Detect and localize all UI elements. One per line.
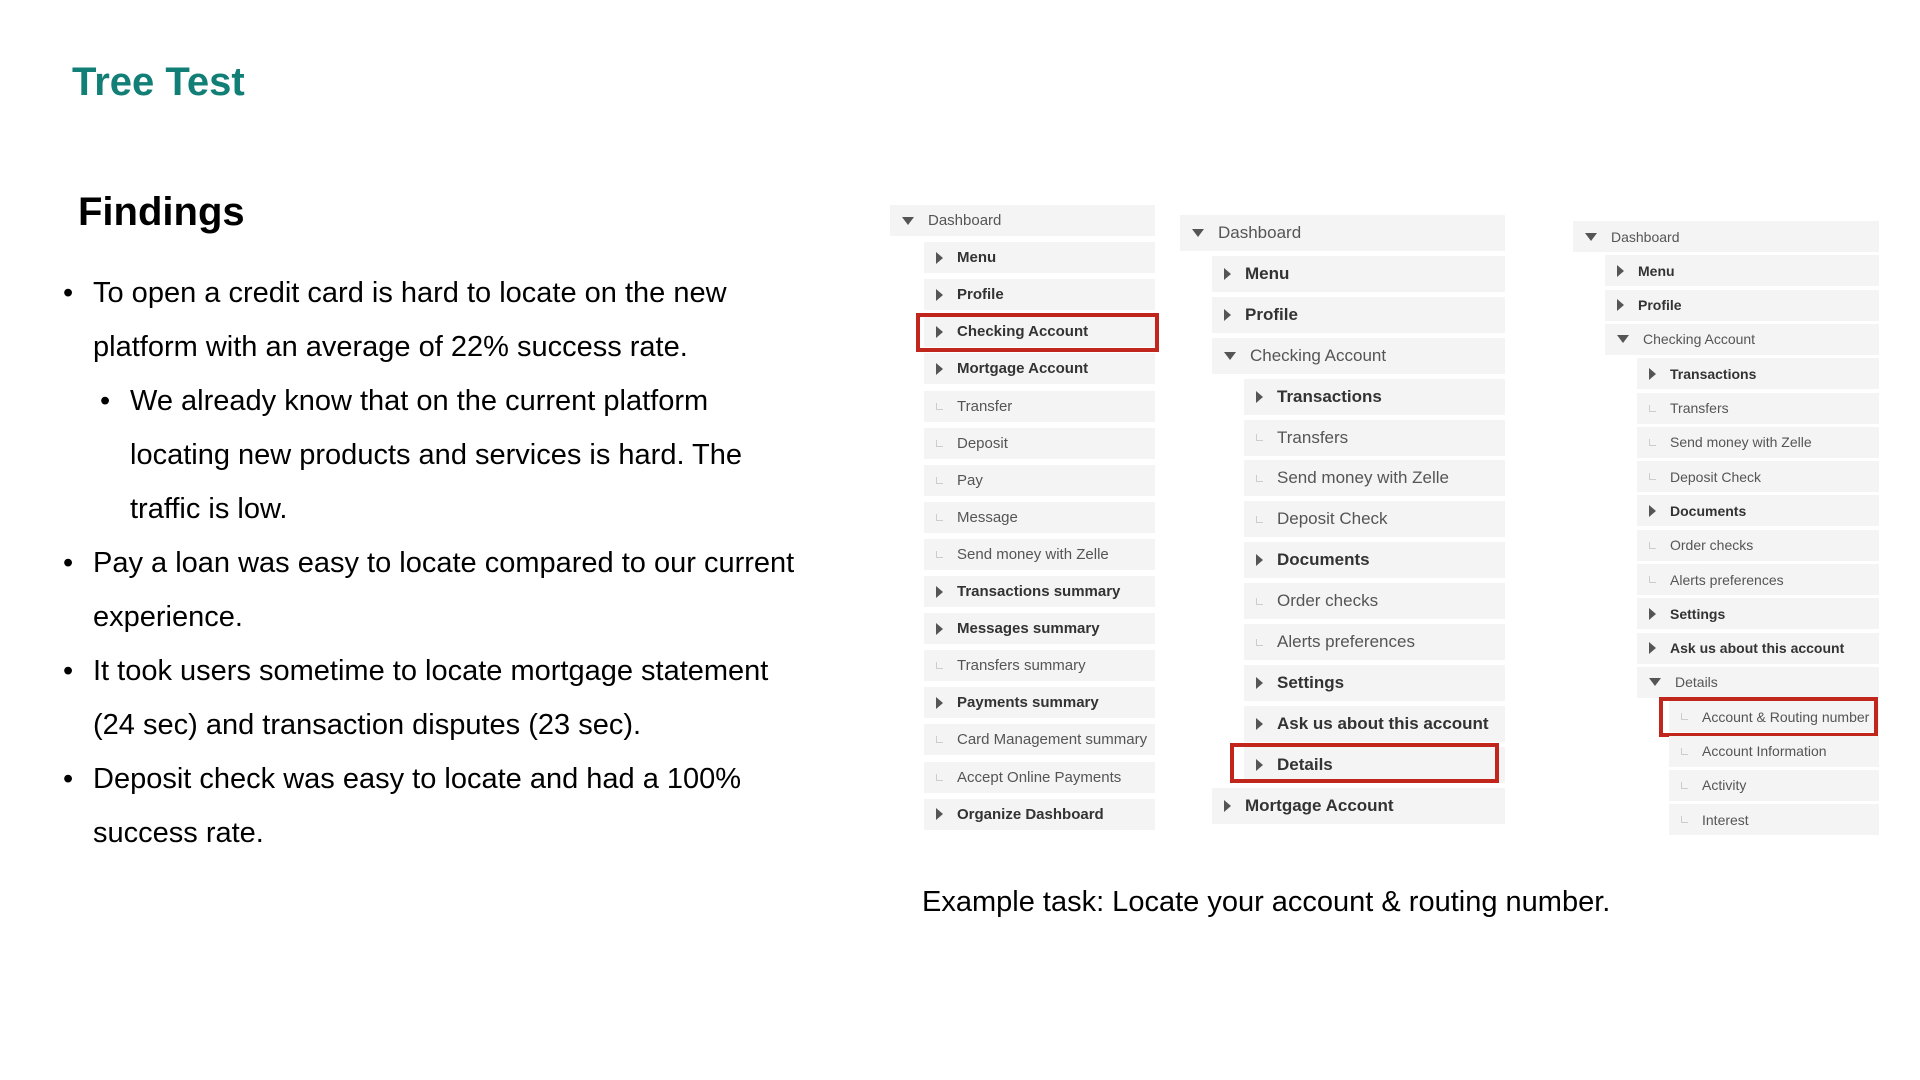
tree-node[interactable] bbox=[1605, 255, 1879, 286]
highlight-box bbox=[1230, 743, 1499, 783]
tree-node-label: Transactions bbox=[1670, 365, 1757, 382]
caret-right-icon[interactable] bbox=[1256, 391, 1263, 403]
tree-node-label: Organize Dashboard bbox=[957, 805, 1104, 823]
tree-node[interactable] bbox=[1637, 393, 1879, 424]
bullet-text-line: experience. bbox=[93, 601, 243, 633]
caret-right-icon[interactable] bbox=[1649, 505, 1656, 517]
tree-node-label: Transactions summary bbox=[957, 583, 1121, 600]
leaf-connector-icon bbox=[936, 477, 943, 484]
bullet-text-line: success rate. bbox=[93, 817, 264, 849]
leaf-connector-icon bbox=[936, 662, 943, 669]
leaf-connector-icon bbox=[1256, 516, 1263, 523]
tree-node-label: Order checks bbox=[1670, 537, 1754, 554]
tree-node-label: Alerts preferences bbox=[1277, 632, 1415, 651]
tree-node-label: Ask us about this account bbox=[1277, 713, 1489, 733]
tree-node[interactable] bbox=[924, 279, 1155, 310]
slide-title: Tree Test bbox=[72, 60, 245, 104]
tree-node-label: Menu bbox=[1638, 262, 1675, 279]
caret-right-icon[interactable] bbox=[936, 697, 943, 709]
tree-node-label: Transfers summary bbox=[957, 657, 1086, 675]
tree-node[interactable] bbox=[1244, 624, 1505, 660]
tree-node-label: Activity bbox=[1702, 777, 1747, 794]
leaf-connector-icon bbox=[1649, 576, 1656, 583]
tree-node[interactable] bbox=[1637, 633, 1879, 664]
findings-heading: Findings bbox=[78, 190, 245, 234]
bullet-text-line: platform with an average of 22% success rate. bbox=[93, 331, 688, 363]
bullet-text-line: To open a credit card is hard to locate on the new bbox=[93, 277, 727, 309]
bullet-item bbox=[60, 266, 860, 374]
tree-node[interactable] bbox=[1212, 256, 1505, 292]
tree-node[interactable] bbox=[1244, 542, 1505, 578]
tree-node-label: Settings bbox=[1670, 605, 1726, 622]
tree-node[interactable] bbox=[1637, 358, 1879, 389]
tree-node-label: Documents bbox=[1670, 502, 1747, 519]
tree-node[interactable] bbox=[924, 724, 1155, 755]
tree-node-label: Send money with Zelle bbox=[1277, 468, 1449, 488]
tree-node-label: Menu bbox=[1245, 263, 1290, 283]
bullet-text-line: traffic is low. bbox=[130, 493, 288, 525]
tree-node-label: Message bbox=[957, 508, 1018, 526]
tree-node[interactable] bbox=[1637, 667, 1879, 698]
tree-node-label: Messages summary bbox=[957, 620, 1100, 638]
tree-node-label: Interest bbox=[1702, 811, 1749, 828]
tree-node-label: Send money with Zelle bbox=[957, 545, 1109, 563]
tree-node-label: Checking Account bbox=[1250, 345, 1387, 365]
bullet-text-line: We already know that on the current platform bbox=[130, 385, 709, 417]
bullet-marker: • bbox=[100, 385, 111, 417]
highlight-box bbox=[916, 313, 1159, 352]
leaf-connector-icon bbox=[1681, 748, 1688, 755]
tree-node[interactable] bbox=[924, 576, 1155, 607]
leaf-connector-icon bbox=[936, 551, 943, 558]
caret-down-icon[interactable] bbox=[1649, 678, 1661, 686]
leaf-connector-icon bbox=[936, 774, 943, 781]
tree-node-label: Dashboard bbox=[1611, 228, 1680, 245]
tree-node-label: Payments summary bbox=[957, 694, 1099, 712]
tree-node[interactable] bbox=[1244, 460, 1505, 496]
example-task-caption: Example task: Locate your account & routing number. bbox=[922, 886, 1611, 918]
leaf-connector-icon bbox=[1256, 598, 1263, 605]
tree-node[interactable] bbox=[924, 353, 1155, 384]
bullet-text-line: Deposit check was easy to locate and had a 100% bbox=[93, 763, 742, 795]
leaf-connector-icon bbox=[1649, 473, 1656, 480]
tree-node[interactable] bbox=[924, 242, 1155, 273]
caret-right-icon[interactable] bbox=[936, 363, 943, 375]
bullet-item bbox=[60, 752, 860, 860]
tree-node[interactable] bbox=[924, 799, 1155, 830]
tree-node[interactable] bbox=[1669, 770, 1879, 801]
tree-node-label: Deposit Check bbox=[1670, 468, 1762, 485]
bullet-item bbox=[60, 536, 860, 644]
tree-node-label: Transfers bbox=[1277, 427, 1349, 447]
caret-right-icon[interactable] bbox=[1649, 608, 1656, 620]
tree-node-label: Documents bbox=[1277, 550, 1370, 570]
tree-node[interactable] bbox=[1180, 215, 1505, 251]
tree-node-label: Transfer bbox=[957, 397, 1013, 415]
tree-node[interactable] bbox=[890, 205, 1155, 236]
leaf-connector-icon bbox=[1256, 475, 1263, 482]
findings-list bbox=[60, 266, 860, 860]
tree-node-label: Details bbox=[1675, 674, 1718, 691]
tree-node-label: Card Management summary bbox=[957, 731, 1148, 749]
tree-node[interactable] bbox=[1244, 420, 1505, 456]
caret-right-icon[interactable] bbox=[1617, 299, 1624, 311]
tree-node-label: Account Information bbox=[1702, 743, 1827, 759]
tree-node-label: Alerts preferences bbox=[1670, 571, 1784, 588]
caret-right-icon[interactable] bbox=[936, 586, 943, 598]
tree-node-label: Ask us about this account bbox=[1670, 640, 1845, 657]
caret-down-icon[interactable] bbox=[1585, 233, 1597, 241]
tree-node[interactable] bbox=[1244, 379, 1505, 415]
bullet-text-line: (24 sec) and transaction disputes (23 sec). bbox=[93, 709, 642, 741]
caret-right-icon[interactable] bbox=[1224, 309, 1231, 321]
caret-right-icon[interactable] bbox=[1649, 642, 1656, 654]
tree-node-label: Mortgage Account bbox=[957, 360, 1089, 378]
leaf-connector-icon bbox=[936, 514, 943, 521]
tree-node-label: Menu bbox=[957, 249, 997, 267]
tree-node[interactable] bbox=[1244, 706, 1505, 742]
caret-down-icon[interactable] bbox=[1617, 335, 1629, 343]
bullet-marker: • bbox=[63, 763, 74, 795]
tree-node-label: Account & Routing number bbox=[1702, 708, 1870, 725]
tree-node[interactable] bbox=[924, 465, 1155, 496]
tree-node[interactable] bbox=[924, 502, 1155, 533]
bullet-text-line: locating new products and services is hard. The bbox=[130, 439, 743, 471]
bullet-marker: • bbox=[63, 655, 74, 687]
caret-down-icon[interactable] bbox=[1192, 229, 1204, 237]
leaf-connector-icon bbox=[1681, 782, 1688, 789]
tree-node[interactable] bbox=[1637, 495, 1879, 526]
tree-node[interactable] bbox=[1669, 736, 1879, 767]
sub-bullet-item bbox=[60, 374, 860, 536]
tree-node[interactable] bbox=[1212, 788, 1505, 824]
bullet-marker: • bbox=[63, 547, 74, 579]
tree-node-label: Order checks bbox=[1277, 591, 1379, 611]
caret-right-icon[interactable] bbox=[1256, 718, 1263, 730]
caret-right-icon[interactable] bbox=[1649, 368, 1656, 380]
caret-right-icon[interactable] bbox=[1617, 265, 1624, 277]
tree-node-label: Send money with Zelle bbox=[1670, 434, 1812, 451]
caret-right-icon[interactable] bbox=[1224, 800, 1231, 812]
tree-node[interactable] bbox=[1637, 530, 1879, 561]
tree-node-label: Settings bbox=[1277, 672, 1345, 692]
tree-node[interactable] bbox=[924, 762, 1155, 793]
tree-node-label: Checking Account bbox=[957, 323, 1089, 341]
tree-node-label: Deposit Check bbox=[1277, 509, 1388, 529]
tree-node[interactable] bbox=[1212, 338, 1505, 374]
caret-right-icon[interactable] bbox=[1256, 677, 1263, 689]
tree-node[interactable] bbox=[1605, 324, 1879, 355]
tree-node-label: Dashboard bbox=[1218, 223, 1302, 242]
tree-node-label: Accept Online Payments bbox=[957, 768, 1122, 786]
tree-node-label: Profile bbox=[1638, 297, 1682, 314]
tree-node[interactable] bbox=[1669, 804, 1879, 835]
highlight-box bbox=[1659, 697, 1878, 737]
tree-node[interactable] bbox=[924, 687, 1155, 718]
tree-node-label: Transactions bbox=[1277, 386, 1382, 406]
bullet-marker: • bbox=[63, 277, 74, 309]
tree-node-label: Profile bbox=[957, 286, 1004, 304]
leaf-connector-icon bbox=[1256, 434, 1263, 441]
leaf-connector-icon bbox=[1649, 405, 1656, 412]
tree-node[interactable] bbox=[1637, 427, 1879, 458]
tree-node[interactable] bbox=[1637, 461, 1879, 492]
bullet-text-line: Pay a loan was easy to locate compared to our current bbox=[93, 547, 795, 579]
bullet-item bbox=[60, 644, 860, 752]
tree-node[interactable] bbox=[924, 613, 1155, 644]
leaf-connector-icon bbox=[1649, 542, 1656, 549]
tree-node[interactable] bbox=[1573, 221, 1879, 252]
caret-right-icon[interactable] bbox=[936, 252, 943, 264]
tree-node[interactable] bbox=[1637, 598, 1879, 629]
tree-node-label: Checking Account bbox=[1643, 331, 1756, 348]
caret-down-icon[interactable] bbox=[902, 217, 914, 225]
caret-right-icon[interactable] bbox=[936, 289, 943, 301]
leaf-connector-icon bbox=[1256, 639, 1263, 646]
bullet-text-line: It took users sometime to locate mortgage statement bbox=[93, 655, 769, 687]
tree-node-label: Details bbox=[1277, 754, 1333, 774]
caret-right-icon[interactable] bbox=[936, 623, 943, 635]
tree-node[interactable] bbox=[924, 539, 1155, 570]
tree-node[interactable] bbox=[1244, 583, 1505, 619]
tree-node-label: Transfers bbox=[1670, 400, 1729, 416]
leaf-connector-icon bbox=[1681, 816, 1688, 823]
tree-node-label: Deposit bbox=[957, 434, 1008, 452]
leaf-connector-icon bbox=[1649, 439, 1656, 446]
leaf-connector-icon bbox=[936, 440, 943, 447]
caret-right-icon[interactable] bbox=[1256, 554, 1263, 566]
caret-right-icon[interactable] bbox=[936, 808, 943, 820]
caret-right-icon[interactable] bbox=[1224, 268, 1231, 280]
leaf-connector-icon bbox=[936, 403, 943, 410]
tree-node[interactable] bbox=[1605, 290, 1879, 321]
tree-node[interactable] bbox=[1212, 297, 1505, 333]
leaf-connector-icon bbox=[936, 736, 943, 743]
tree-node[interactable] bbox=[1637, 564, 1879, 595]
tree-node[interactable] bbox=[1244, 501, 1505, 537]
tree-node-label: Dashboard bbox=[928, 212, 1002, 229]
tree-node-label: Mortgage Account bbox=[1245, 795, 1394, 815]
tree-node[interactable] bbox=[924, 650, 1155, 681]
tree-node[interactable] bbox=[1244, 665, 1505, 701]
tree-node[interactable] bbox=[924, 428, 1155, 459]
tree-node[interactable] bbox=[924, 391, 1155, 422]
caret-down-icon[interactable] bbox=[1224, 352, 1236, 360]
tree-node-label: Profile bbox=[1245, 304, 1298, 324]
tree-node-label: Pay bbox=[957, 471, 983, 489]
